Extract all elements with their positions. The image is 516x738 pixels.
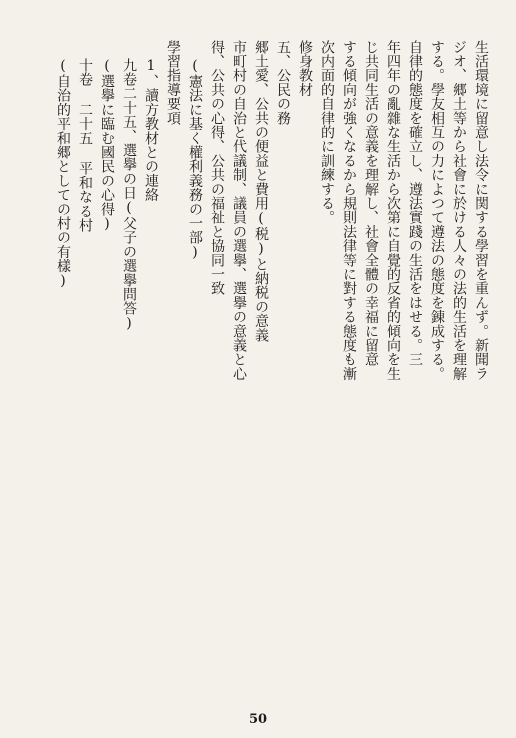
text-column: (選擧に臨む國民の心得)	[99, 58, 115, 233]
text-column: する傾向が強くなるから規則法律等に對する態度も漸	[341, 40, 357, 381]
text-column: 1、讀方教材との連絡	[143, 58, 159, 202]
text-column: 修身教材	[297, 40, 313, 97]
text-column: じ共同生活の意義を理解し、社會全體の幸福に留意	[363, 40, 379, 367]
text-column: 十卷 二十五 平和なる村	[77, 58, 93, 233]
text-column: (憲法に基く權利義務の一部)	[187, 58, 203, 261]
text-column: 郷土愛、公共の便益と費用(税)と納税の意義	[253, 40, 269, 343]
text-column: 次内面的自律的に訓練する。	[319, 40, 335, 225]
text-column: 五、公民の務	[275, 40, 291, 126]
text-column: 年四年の亂雜な生活から次第に自覺的反省的傾向を生	[385, 40, 401, 381]
text-column: 九卷二十五、選擧の日(父子の選擧問答)	[121, 58, 137, 332]
text-column: 自律的態度を確立し、遵法實踐の生活をはせる。三	[407, 40, 423, 367]
text-column: 生活環境に留意し法令に関する學習を重んず。新聞ラ	[473, 40, 489, 381]
text-column: ジオ、郷土等から社會に於ける人々の法的生活を理解	[451, 40, 467, 381]
text-column: 學習指導要項	[165, 40, 181, 126]
text-column: する。學友相互の力によつて遵法の態度を錬成する。	[429, 40, 445, 381]
text-column: (自治的平和郷としての村の有樣)	[55, 58, 71, 290]
text-column: 得、公共の心得、公共の福祉と協同一致	[209, 40, 225, 296]
text-column: 市町村の自治と代議制、議員の選擧、選擧の意義と心	[231, 40, 247, 381]
page-number: 50	[248, 712, 268, 727]
